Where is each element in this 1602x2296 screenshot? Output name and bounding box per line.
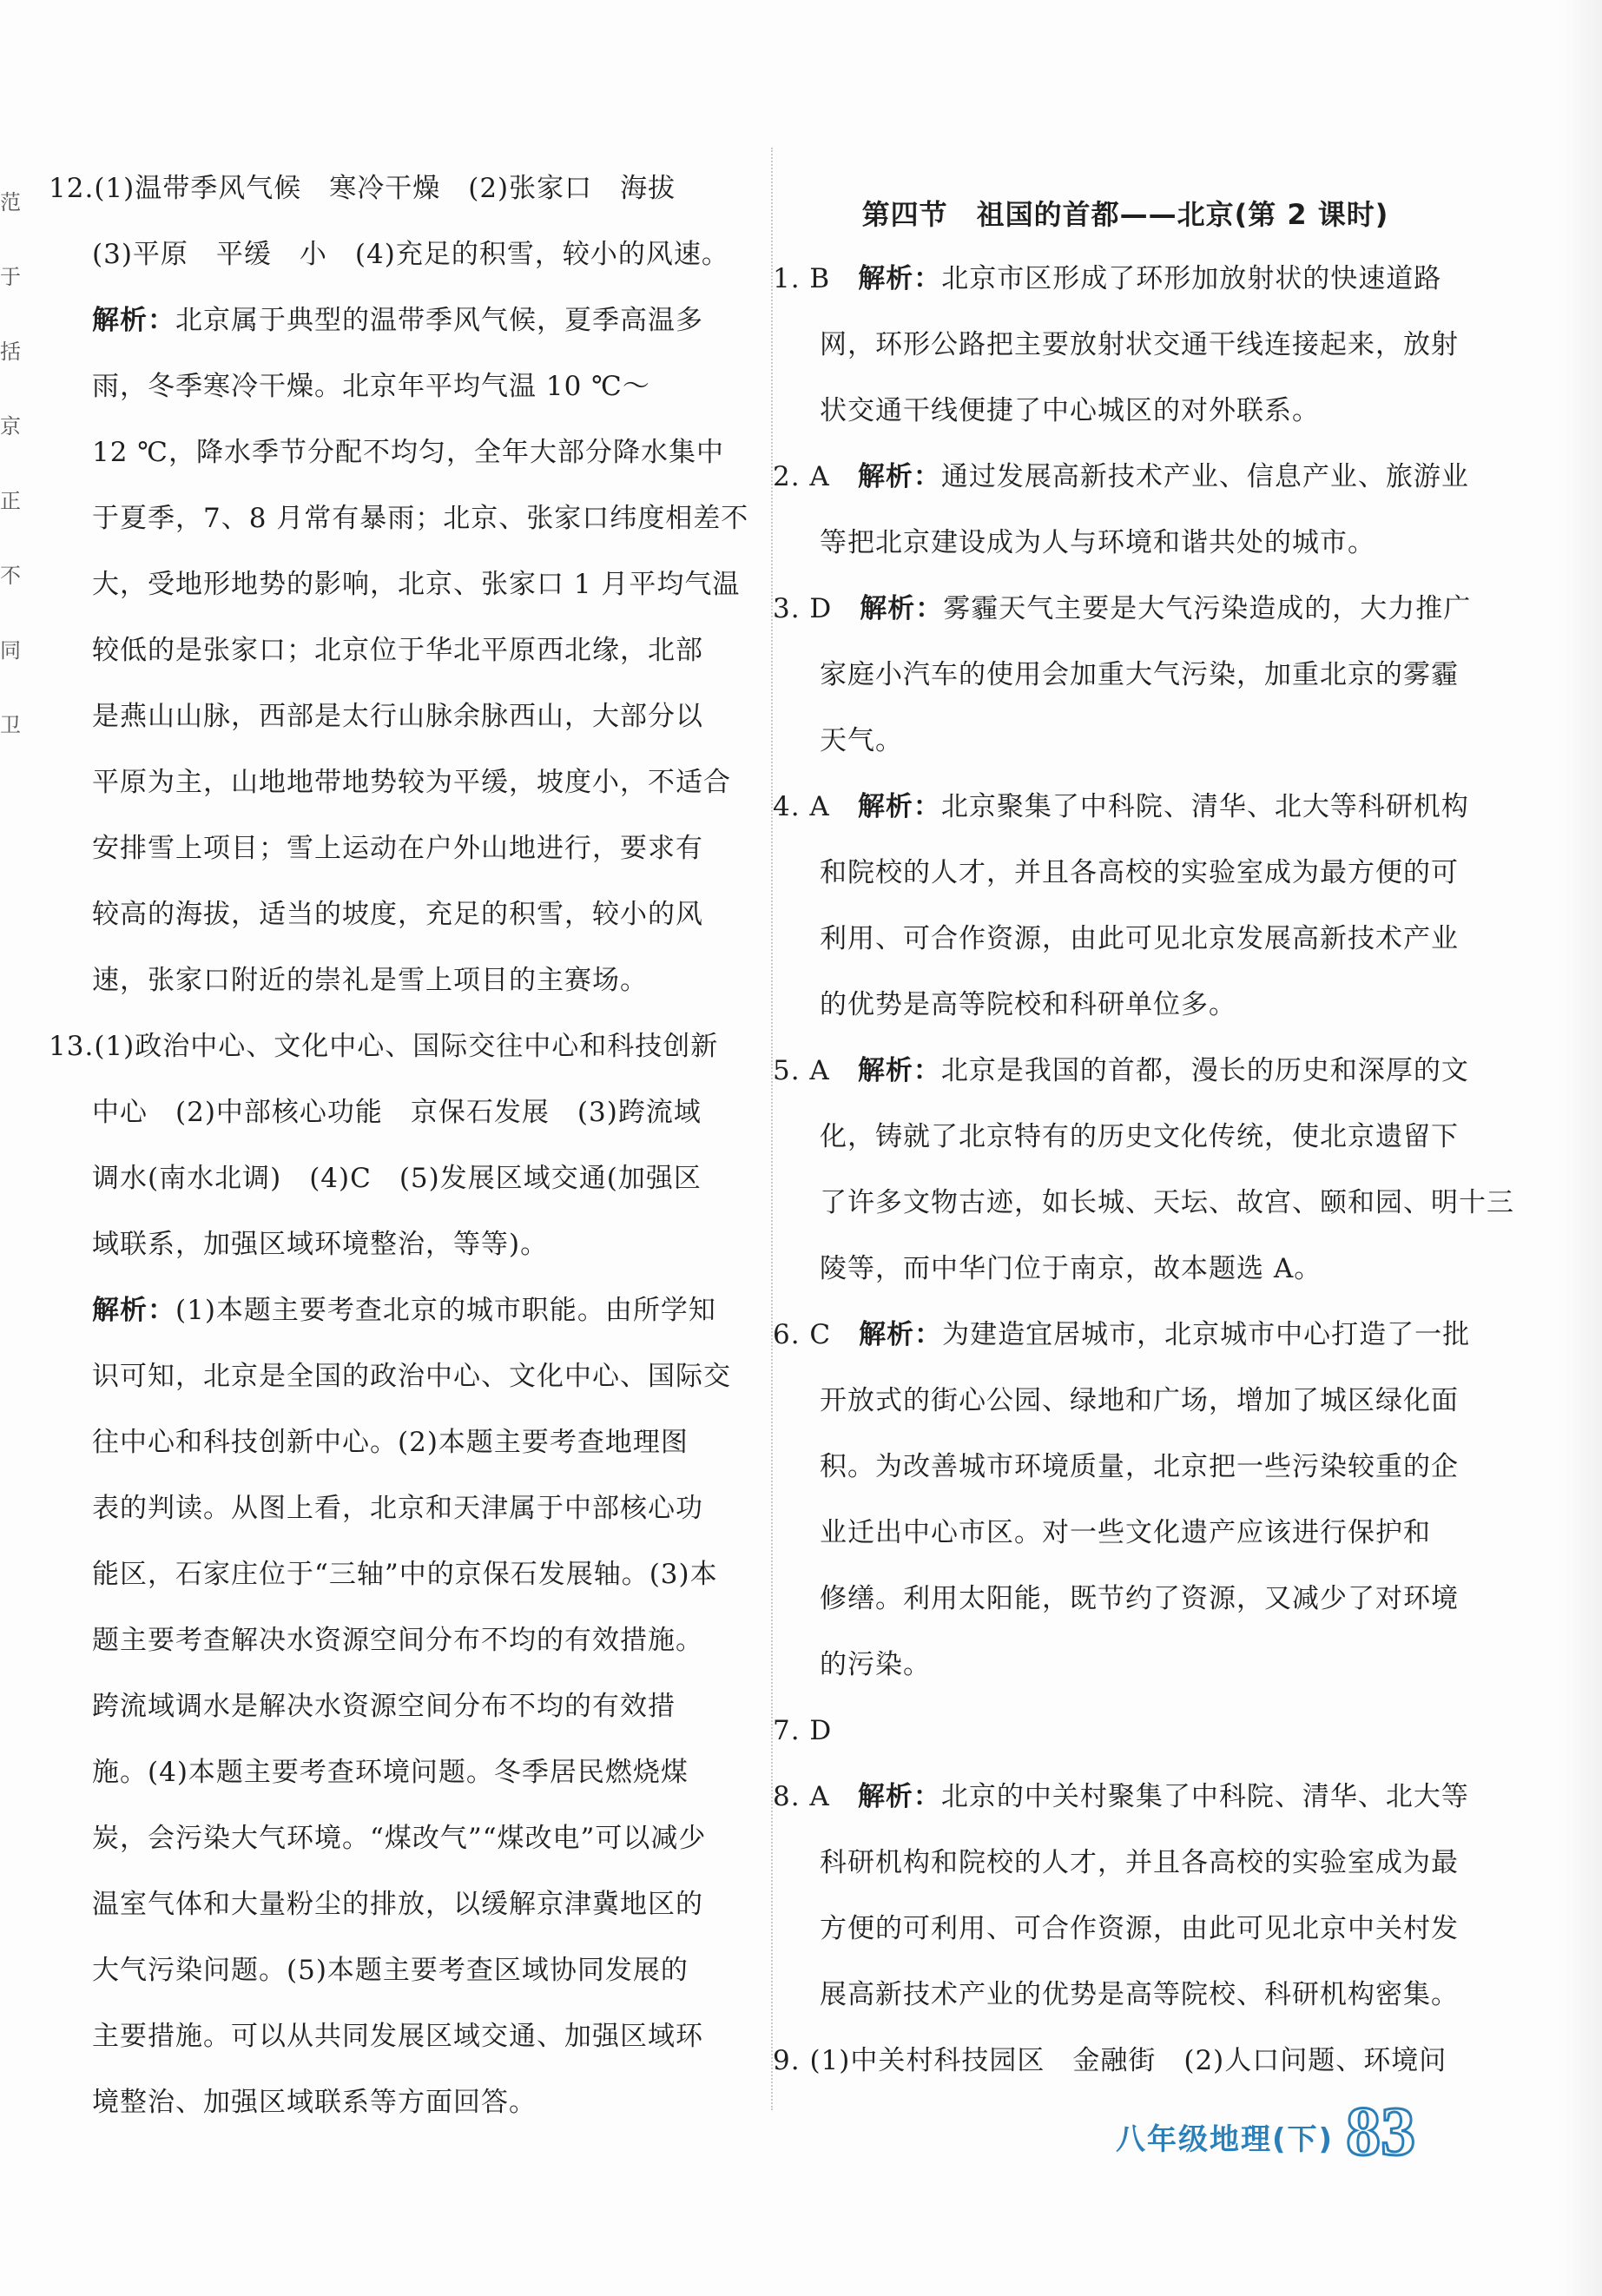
- text-line: [773, 1308, 1478, 1374]
- line-text: 调水(南水北调) (4)C (5)发展区域交通(加强区: [92, 1163, 702, 1194]
- page-footer: [1116, 2094, 1416, 2170]
- question-number: 4. A: [773, 791, 858, 822]
- text-line: [49, 1283, 743, 1349]
- text-line: [773, 714, 1478, 780]
- line-text: 表的判读。从图上看，北京和天津属于中部核心功: [92, 1493, 703, 1524]
- text-line: [49, 1745, 743, 1811]
- analysis-label: 解析：: [857, 791, 941, 822]
- text-line: [49, 1019, 743, 1085]
- line-text: (1)温带季风气候 寒冷干燥 (2)张家口 海拔: [94, 173, 676, 204]
- text-line: [773, 1242, 1478, 1308]
- text-line: [49, 887, 743, 953]
- line-text: 大气污染问题。(5)本题主要考查区域协同发展的: [92, 1955, 689, 1986]
- text-line: [49, 492, 749, 558]
- line-text: 境整治、加强区域联系等方面回答。: [92, 2087, 537, 2118]
- line-text: 状交通干线便捷了中心城区的对外联系。: [820, 395, 1320, 426]
- text-line: [773, 318, 1478, 384]
- text-line: [773, 1506, 1478, 1572]
- line-text: 北京是我国的首都，漫长的历史和深厚的文: [940, 1055, 1469, 1086]
- line-text: 北京市区形成了环形加放射状的快速道路: [941, 263, 1442, 294]
- text-line: [49, 953, 743, 1019]
- edge-char: 卫: [0, 713, 21, 737]
- question-number: 9.: [773, 2045, 810, 2076]
- line-text: 中心 (2)中部核心功能 京保石发展 (3)跨流域: [92, 1097, 702, 1128]
- line-text: 雾霾天气主要是大气污染造成的，大力推广: [943, 593, 1472, 624]
- line-text: 家庭小汽车的使用会加重大气污染，加重北京的雾霾: [820, 659, 1459, 690]
- book-title: 八年级地理(下): [1116, 2122, 1335, 2157]
- line-text: 的优势是高等院校和科研单位多。: [820, 989, 1236, 1020]
- line-text: 网，环形公路把主要放射状交通干线连接起来，放射: [820, 329, 1459, 360]
- text-line: [49, 360, 743, 426]
- line-text: 了许多文物古迹，如长城、天坛、故宫、颐和园、明十三: [820, 1187, 1514, 1218]
- edge-char: 京: [0, 414, 21, 439]
- edge-char: 于: [0, 265, 21, 289]
- text-line: [49, 1217, 743, 1283]
- text-line: [773, 1572, 1478, 1638]
- analysis-label: 解析：: [92, 305, 175, 336]
- question-number: 3. D: [773, 593, 860, 624]
- question-number: 2. A: [773, 461, 858, 492]
- line-text: 往中心和科技创新中心。(2)本题主要考查地理图: [92, 1427, 689, 1458]
- line-text: 为建造宜居城市，北京城市中心打造了一批: [942, 1319, 1471, 1350]
- analysis-label: 解析：: [92, 1295, 175, 1326]
- text-line: [49, 1613, 743, 1679]
- edge-char: 括: [0, 340, 21, 364]
- line-text: 积。为改善城市环境质量，北京把一些污染较重的企: [820, 1451, 1459, 1482]
- question-number: 8. A: [773, 1781, 858, 1812]
- line-text: 较高的海拔，适当的坡度，充足的积雪，较小的风: [92, 899, 703, 930]
- text-line: [49, 1415, 743, 1481]
- text-line: [49, 1679, 743, 1745]
- text-line: [773, 516, 1478, 582]
- line-text: 平原为主，山地地带地势较为平缓，坡度小，不适合: [92, 767, 731, 798]
- line-text: 北京的中关村聚集了中科院、清华、北大等: [940, 1781, 1469, 1812]
- line-text: 较低的是张家口；北京位于华北平原西北缘，北部: [92, 635, 703, 666]
- edge-char: 范: [0, 190, 21, 214]
- line-text: (3)平原 平缓 小 (4)充足的积雪，较小的风速。: [92, 239, 729, 270]
- line-text: (1)政治中心、文化中心、国际交往中心和科技创新: [94, 1031, 719, 1062]
- text-line: [773, 384, 1478, 450]
- line-text: 雨，冬季寒冷干燥。北京年平均气温 10 ℃～: [92, 371, 650, 402]
- text-line: [773, 450, 1478, 516]
- text-line: [49, 821, 743, 887]
- line-text: 是燕山山脉，西部是太行山脉余脉西山，大部分以: [92, 701, 703, 732]
- page-number: 83: [1346, 2094, 1416, 2170]
- section-title: 第四节 祖国的首都——北京(第 2 课时): [861, 198, 1389, 231]
- text-line: [773, 1638, 1478, 1704]
- question-number: 13.: [49, 1031, 95, 1062]
- text-line: [773, 582, 1478, 648]
- line-text: 展高新技术产业的优势是高等院校、科研机构密集。: [820, 1979, 1459, 2010]
- line-text: 和院校的人才，并且各高校的实验室成为最方便的可: [820, 857, 1459, 888]
- text-line: [773, 1770, 1478, 1836]
- text-line: [773, 846, 1478, 912]
- text-line: [773, 912, 1478, 978]
- page-edge-shade: [1560, 0, 1602, 2296]
- previous-page-edge-text: [0, 165, 21, 762]
- line-text: 修缮。利用太阳能，既节约了资源，又减少了对环境: [820, 1583, 1459, 1614]
- line-text: 12 ℃，降水季节分配不均匀，全年大部分降水集中: [92, 437, 724, 468]
- text-line: [49, 294, 743, 360]
- line-text: 天气。: [820, 725, 903, 756]
- text-line: [49, 623, 743, 689]
- text-line: [49, 228, 743, 294]
- edge-char: 不: [0, 564, 21, 588]
- line-text: 域联系，加强区域环境整治，等等)。: [92, 1229, 549, 1260]
- right-column: [773, 252, 1514, 2100]
- line-text: 主要措施。可以从共同发展区域交通、加强区域环: [92, 2021, 703, 2052]
- text-line: [773, 648, 1478, 714]
- line-text: 通过发展高新技术产业、信息产业、旅游业: [940, 461, 1469, 492]
- line-text: 速，张家口附近的崇礼是雪上项目的主赛场。: [92, 965, 648, 996]
- analysis-label: 解析：: [858, 263, 942, 294]
- edge-char: 同: [0, 638, 21, 663]
- analysis-label: 解析：: [857, 1781, 941, 1812]
- text-line: [49, 689, 743, 755]
- text-line: [773, 2034, 1478, 2100]
- line-text: 方便的可利用、可合作资源，由此可见北京中关村发: [820, 1913, 1459, 1944]
- text-line: [773, 1044, 1478, 1110]
- question-number: 6. C: [773, 1319, 860, 1350]
- line-text: 安排雪上项目；雪上运动在户外山地进行，要求有: [92, 833, 703, 864]
- text-line: [49, 1547, 743, 1613]
- text-line: [49, 2009, 743, 2075]
- line-text: 温室气体和大量粉尘的排放，以缓解京津冀地区的: [92, 1889, 703, 1920]
- text-line: [773, 978, 1478, 1044]
- text-line: [49, 2075, 743, 2141]
- text-line: [49, 1349, 743, 1415]
- text-line: [773, 1374, 1478, 1440]
- line-text: 大，受地形地势的影响，北京、张家口 1 月平均气温: [92, 569, 741, 600]
- edge-char: 正: [0, 489, 21, 513]
- line-text: 北京聚集了中科院、清华、北大等科研机构: [940, 791, 1469, 822]
- line-text: 业迁出中心市区。对一些文化遗产应该进行保护和: [820, 1517, 1431, 1548]
- analysis-label: 解析：: [859, 1319, 943, 1350]
- text-line: [49, 1811, 743, 1877]
- line-text: 于夏季，7、8 月常有暴雨；北京、张家口纬度相差不: [92, 503, 749, 534]
- text-line: [773, 1110, 1478, 1176]
- text-line: [773, 252, 1478, 318]
- text-line: [773, 1902, 1478, 1968]
- text-line: [49, 1877, 743, 1943]
- text-line: [773, 1176, 1514, 1242]
- text-line: [49, 1151, 743, 1217]
- question-number: 7. D: [773, 1715, 833, 1746]
- line-text: (1)中关村科技园区 金融街 (2)人口问题、环境问: [809, 2045, 1447, 2076]
- analysis-label: 解析：: [860, 593, 944, 624]
- text-line: [773, 1968, 1478, 2034]
- line-text: 等把北京建设成为人与环境和谐共处的城市。: [820, 527, 1375, 558]
- text-line: [49, 1943, 743, 2009]
- line-text: 的污染。: [820, 1649, 931, 1680]
- line-text: 陵等，而中华门位于南京，故本题选 A。: [820, 1253, 1322, 1284]
- text-line: [773, 780, 1478, 846]
- text-line: [773, 1440, 1478, 1506]
- line-text: 开放式的街心公园、绿地和广场，增加了城区绿化面: [820, 1385, 1459, 1416]
- text-line: [49, 1481, 743, 1547]
- line-text: 跨流域调水是解决水资源空间分布不均的有效措: [92, 1691, 676, 1722]
- text-line: [49, 1085, 743, 1151]
- analysis-label: 解析：: [857, 461, 941, 492]
- line-text: 科研机构和院校的人才，并且各高校的实验室成为最: [820, 1847, 1459, 1878]
- line-text: 题主要考查解决水资源空间分布不均的有效措施。: [92, 1625, 703, 1656]
- text-line: [49, 755, 743, 821]
- line-text: 利用、可合作资源，由此可见北京发展高新技术产业: [820, 923, 1459, 954]
- text-line: [773, 1704, 1478, 1770]
- text-line: [773, 1836, 1478, 1902]
- analysis-label: 解析：: [857, 1055, 941, 1086]
- question-number: 12.: [49, 173, 95, 204]
- text-line: [49, 426, 743, 492]
- question-number: 1. B: [773, 263, 859, 294]
- line-text: 识可知，北京是全国的政治中心、文化中心、国际交: [92, 1361, 731, 1392]
- text-line: [49, 558, 743, 623]
- text-line: [49, 162, 743, 228]
- line-text: 北京属于典型的温带季风气候，夏季高温多: [175, 305, 703, 336]
- question-number: 5. A: [773, 1055, 858, 1086]
- left-column: [49, 162, 749, 2141]
- line-text: 施。(4)本题主要考查环境问题。冬季居民燃烧煤: [92, 1757, 689, 1788]
- line-text: 能区，石家庄位于“三轴”中的京保石发展轴。(3)本: [92, 1559, 718, 1590]
- line-text: 炭，会污染大气环境。“煤改气”“煤改电”可以减少: [92, 1823, 707, 1854]
- line-text: (1)本题主要考查北京的城市职能。由所学知: [175, 1295, 716, 1326]
- line-text: 化，铸就了北京特有的历史文化传统，使北京遗留下: [820, 1121, 1459, 1152]
